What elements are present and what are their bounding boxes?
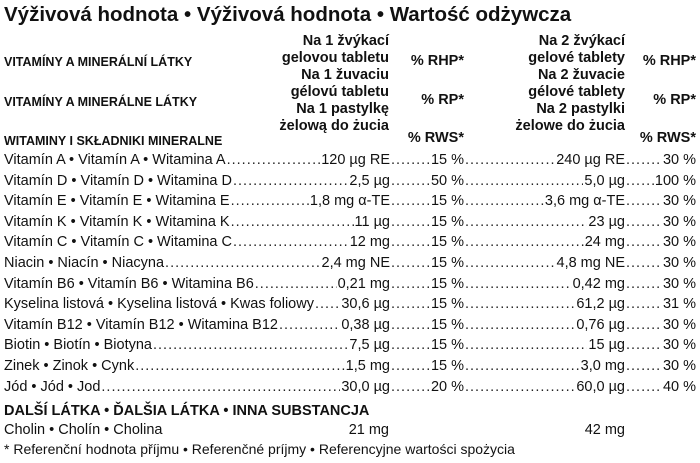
leader-dots bbox=[465, 274, 572, 294]
pct-header-cz-1: % RHP* bbox=[410, 53, 464, 69]
row-name: Vitamín A • Vitamín A • Witamina A bbox=[4, 152, 226, 168]
row-pct1-cell bbox=[390, 294, 464, 314]
table-row bbox=[0, 294, 700, 314]
leader-dots bbox=[626, 191, 662, 211]
leader-dots bbox=[231, 191, 309, 211]
table-row bbox=[0, 212, 700, 232]
row-pct-dose2: 30 % bbox=[662, 316, 696, 333]
pct-header-pl-1: % RWS* bbox=[407, 130, 464, 146]
row-pct1-cell bbox=[390, 335, 464, 355]
leader-dots bbox=[391, 191, 430, 211]
row-name-cell bbox=[4, 377, 390, 397]
dose1-sk-line1: Na 1 žuvaciu bbox=[301, 67, 389, 83]
leader-dots bbox=[391, 274, 430, 294]
row-name: Kyselina listová • Kyselina listová • Kwas foliowy bbox=[4, 296, 314, 313]
table-row bbox=[0, 274, 700, 294]
leader-dots bbox=[626, 274, 662, 294]
row-pct-dose2: 30 % bbox=[662, 193, 696, 210]
dose2-pl-line2: żelowe do żucia bbox=[515, 118, 625, 134]
leader-dots bbox=[626, 335, 662, 355]
leader-dots bbox=[465, 356, 580, 376]
row-value2-cell bbox=[464, 356, 625, 376]
row-name: Vitamín B12 • Vitamín B12 • Witamina B12 bbox=[4, 316, 278, 333]
row-name: Vitamín D • Vitamín D • Witamina D bbox=[4, 172, 232, 189]
row-pct-dose2: 31 % bbox=[662, 296, 696, 313]
leader-dots bbox=[165, 253, 320, 273]
leader-dots bbox=[279, 315, 340, 335]
column-label-cz: VITAMÍNY A MINERÁLNÍ LÁTKY bbox=[4, 55, 193, 69]
leader-dots bbox=[626, 294, 662, 314]
row-name-cell bbox=[4, 191, 390, 211]
row-pct2-cell bbox=[625, 212, 696, 232]
leader-dots bbox=[391, 294, 430, 314]
leader-dots bbox=[391, 356, 430, 376]
leader-dots bbox=[626, 171, 654, 191]
row-pct-dose1: 15 % bbox=[430, 213, 464, 230]
leader-dots bbox=[465, 232, 584, 252]
row-name-cell bbox=[4, 274, 390, 294]
row-pct-dose1: 15 % bbox=[430, 255, 464, 271]
row-value-dose1: 30,0 µg bbox=[341, 378, 390, 395]
row-value2-cell bbox=[464, 232, 625, 252]
leader-dots bbox=[227, 150, 321, 170]
row-value2-cell bbox=[464, 315, 625, 335]
row-name: Zinek • Zinok • Cynk bbox=[4, 358, 135, 374]
leader-dots bbox=[465, 150, 555, 170]
leader-dots bbox=[465, 171, 583, 191]
table-row bbox=[0, 171, 700, 191]
row-pct-dose1: 15 % bbox=[430, 152, 464, 168]
row-value2-cell bbox=[464, 191, 625, 211]
row-name: Vitamín B6 • Vitamín B6 • Witamina B6 bbox=[4, 275, 254, 292]
row-value2-cell bbox=[464, 212, 625, 232]
leader-dots bbox=[391, 253, 430, 273]
leader-dots bbox=[231, 212, 354, 232]
row-pct1-cell bbox=[390, 315, 464, 335]
row-value2-cell bbox=[464, 150, 625, 170]
row-pct-dose2: 30 % bbox=[662, 358, 696, 374]
row-value-dose2: 60,0 µg bbox=[576, 378, 625, 395]
table-row bbox=[0, 232, 700, 252]
row-pct1-cell bbox=[390, 274, 464, 294]
row-name-cell bbox=[4, 253, 390, 273]
table-row bbox=[0, 356, 700, 376]
table-row bbox=[0, 191, 700, 211]
row-name-cell bbox=[4, 294, 390, 314]
row-pct-dose1: 15 % bbox=[430, 234, 464, 251]
row-value-dose1: 11 µg bbox=[354, 213, 390, 230]
leader-dots bbox=[391, 315, 430, 335]
leader-dots bbox=[391, 150, 430, 170]
row-name-cell bbox=[4, 212, 390, 232]
row-value-dose1: 2,5 µg bbox=[349, 172, 390, 189]
row-pct2-cell bbox=[625, 171, 696, 191]
leader-dots bbox=[233, 171, 348, 191]
dose1-pl-line2: żelową do żucia bbox=[279, 118, 389, 134]
leader-dots bbox=[391, 377, 430, 397]
leader-dots bbox=[465, 191, 544, 211]
row-pct-dose2: 30 % bbox=[662, 213, 696, 230]
row-pct-dose1: 20 % bbox=[430, 378, 464, 395]
row-value-dose2: 4,8 mg NE bbox=[556, 255, 625, 271]
leader-dots bbox=[135, 356, 344, 376]
row-name: Niacin • Niacín • Niacyna bbox=[4, 255, 165, 271]
leader-dots bbox=[626, 315, 662, 335]
leader-dots bbox=[465, 253, 556, 273]
row-pct-dose2: 30 % bbox=[662, 275, 696, 292]
row-pct1-cell bbox=[390, 191, 464, 211]
row-value-dose2: 3,0 mg bbox=[580, 358, 625, 374]
leader-dots bbox=[101, 377, 340, 397]
leader-dots bbox=[626, 150, 662, 170]
row-name: Cholin • Cholín • Cholina bbox=[4, 422, 163, 438]
row-pct2-cell bbox=[625, 377, 696, 397]
page-title: Výživová hodnota • Výživová hodnota • Wartość odżywcza bbox=[4, 3, 572, 26]
row-pct1-cell bbox=[390, 356, 464, 376]
row-pct-dose1: 50 % bbox=[430, 172, 464, 189]
row-name-cell bbox=[4, 171, 390, 191]
row-value-dose2: 23 µg bbox=[588, 213, 625, 230]
row-value-dose2: 42 mg bbox=[584, 422, 625, 438]
row-pct-dose1: 15 % bbox=[430, 193, 464, 210]
row-value-dose2: 240 µg RE bbox=[556, 152, 625, 168]
leader-dots bbox=[626, 212, 662, 232]
row-pct2-cell bbox=[625, 315, 696, 335]
row-pct-dose2: 30 % bbox=[662, 337, 696, 354]
row-pct-dose1: 15 % bbox=[430, 358, 464, 374]
row-pct-dose1: 15 % bbox=[430, 296, 464, 313]
row-value-dose2: 3,6 mg α-TE bbox=[544, 193, 625, 210]
row-pct-dose2: 30 % bbox=[662, 255, 696, 271]
pct-header-sk-1: % RP* bbox=[421, 92, 464, 108]
row-value2-cell bbox=[464, 294, 625, 314]
row-pct1-cell bbox=[390, 253, 464, 273]
leader-dots bbox=[465, 335, 587, 355]
row-value2-cell bbox=[464, 377, 625, 397]
leader-dots bbox=[391, 232, 430, 252]
leader-dots bbox=[391, 335, 430, 355]
row-value-dose2: 24 mg bbox=[584, 234, 625, 251]
row-pct-dose2: 30 % bbox=[662, 152, 696, 168]
row-pct-dose2: 100 % bbox=[654, 172, 696, 189]
table-row bbox=[0, 253, 700, 273]
row-pct1-cell bbox=[390, 150, 464, 170]
dose2-pl-line1: Na 2 pastylki bbox=[536, 101, 625, 117]
table-row bbox=[0, 315, 700, 335]
column-label-sk: VITAMÍNY A MINERÁLNE LÁTKY bbox=[4, 95, 198, 109]
row-name-cell bbox=[4, 356, 390, 376]
row-value-dose1: 0,38 µg bbox=[341, 316, 390, 333]
row-pct-dose2: 30 % bbox=[662, 234, 696, 251]
row-pct2-cell bbox=[625, 335, 696, 355]
row-value-dose1: 2,4 mg NE bbox=[321, 255, 390, 271]
row-pct2-cell bbox=[625, 150, 696, 170]
leader-dots bbox=[153, 335, 348, 355]
row-value-dose2: 61,2 µg bbox=[576, 296, 625, 313]
row-value-dose1: 30,6 µg bbox=[341, 296, 390, 313]
dose1-cz-line2: gelovou tabletu bbox=[281, 50, 389, 66]
row-pct1-cell bbox=[390, 212, 464, 232]
leader-dots bbox=[255, 274, 337, 294]
leader-dots bbox=[465, 315, 575, 335]
leader-dots bbox=[315, 294, 340, 314]
table-row-cholin bbox=[0, 420, 700, 440]
row-value-dose1: 7,5 µg bbox=[349, 337, 390, 354]
table-row bbox=[0, 150, 700, 170]
leader-dots bbox=[626, 356, 662, 376]
dose1-pl-line1: Na 1 pastylkę bbox=[296, 101, 389, 117]
dose1-cz-line1: Na 1 žvýkací bbox=[302, 33, 389, 49]
dose2-sk-line2: gélové tablety bbox=[528, 84, 625, 100]
row-pct-dose1: 15 % bbox=[430, 316, 464, 333]
row-name-cell bbox=[4, 232, 390, 252]
leader-dots bbox=[465, 212, 587, 232]
dose2-cz-line1: Na 2 žvýkací bbox=[538, 33, 625, 49]
row-pct1-cell bbox=[390, 377, 464, 397]
row-pct2-cell bbox=[625, 191, 696, 211]
dose1-header bbox=[279, 33, 389, 135]
row-value-dose2: 5,0 µg bbox=[584, 172, 625, 189]
row-pct-dose1: 15 % bbox=[430, 275, 464, 292]
row-value2-cell bbox=[464, 274, 625, 294]
leader-dots bbox=[391, 212, 430, 232]
row-pct1-cell bbox=[390, 232, 464, 252]
footnote: * Referenční hodnota příjmu • Referenčné príjmy • Referencyjne wartości spożycia bbox=[4, 441, 515, 457]
row-pct2-cell bbox=[625, 274, 696, 294]
row-name: Biotin • Biotín • Biotyna bbox=[4, 337, 152, 354]
row-pct-dose2: 40 % bbox=[662, 378, 696, 395]
row-pct2-cell bbox=[625, 253, 696, 273]
row-name-cell bbox=[4, 150, 390, 170]
dose2-header bbox=[515, 33, 625, 135]
leader-dots bbox=[626, 377, 662, 397]
row-value-dose1: 1,8 mg α-TE bbox=[309, 193, 390, 210]
leader-dots bbox=[233, 232, 349, 252]
dose2-sk-line1: Na 2 žuvacie bbox=[537, 67, 625, 83]
leader-dots bbox=[465, 294, 575, 314]
table-row bbox=[0, 377, 700, 397]
table-row bbox=[0, 335, 700, 355]
leader-dots bbox=[391, 171, 430, 191]
row-name-cell bbox=[4, 335, 390, 355]
dose2-cz-line2: gelové tablety bbox=[528, 50, 625, 66]
row-value-dose1: 120 µg RE bbox=[321, 152, 390, 168]
pct-header-pl-2: % RWS* bbox=[639, 130, 696, 146]
row-value2-cell bbox=[464, 171, 625, 191]
row-name-cell bbox=[4, 315, 390, 335]
other-section-title: DALŠÍ LÁTKA • ĎALŠIA LÁTKA • INNA SUBSTANCJA bbox=[4, 403, 370, 419]
row-pct1-cell bbox=[390, 171, 464, 191]
leader-dots bbox=[626, 253, 662, 273]
row-value-dose1: 0,21 mg bbox=[337, 275, 390, 292]
row-pct-dose1: 15 % bbox=[430, 337, 464, 354]
row-name: Vitamín E • Vitamín E • Witamina E bbox=[4, 193, 230, 210]
row-value-dose1: 12 mg bbox=[349, 234, 390, 251]
leader-dots bbox=[626, 232, 662, 252]
row-pct2-cell bbox=[625, 356, 696, 376]
row-value-dose2: 0,76 µg bbox=[576, 316, 625, 333]
dose1-sk-line2: gélovú tabletu bbox=[290, 84, 389, 100]
row-name: Jód • Jód • Jod bbox=[4, 378, 101, 395]
row-value-dose1: 1,5 mg bbox=[345, 358, 390, 374]
row-pct2-cell bbox=[625, 232, 696, 252]
row-value2-cell bbox=[464, 253, 625, 273]
row-name: Vitamín K • Vitamín K • Witamina K bbox=[4, 213, 230, 230]
row-value-dose2: 0,42 mg bbox=[572, 275, 625, 292]
row-pct2-cell bbox=[625, 294, 696, 314]
leader-dots bbox=[465, 377, 575, 397]
row-value2-cell bbox=[464, 335, 625, 355]
column-label-pl: WITAMINY I SKŁADNIKI MINERALNE bbox=[4, 134, 223, 148]
pct-header-sk-2: % RP* bbox=[653, 92, 696, 108]
row-name: Vitamín C • Vitamín C • Witamina C bbox=[4, 234, 232, 251]
row-value-dose1: 21 mg bbox=[348, 422, 389, 438]
row-value-dose2: 15 µg bbox=[588, 337, 625, 354]
pct-header-cz-2: % RHP* bbox=[642, 53, 696, 69]
